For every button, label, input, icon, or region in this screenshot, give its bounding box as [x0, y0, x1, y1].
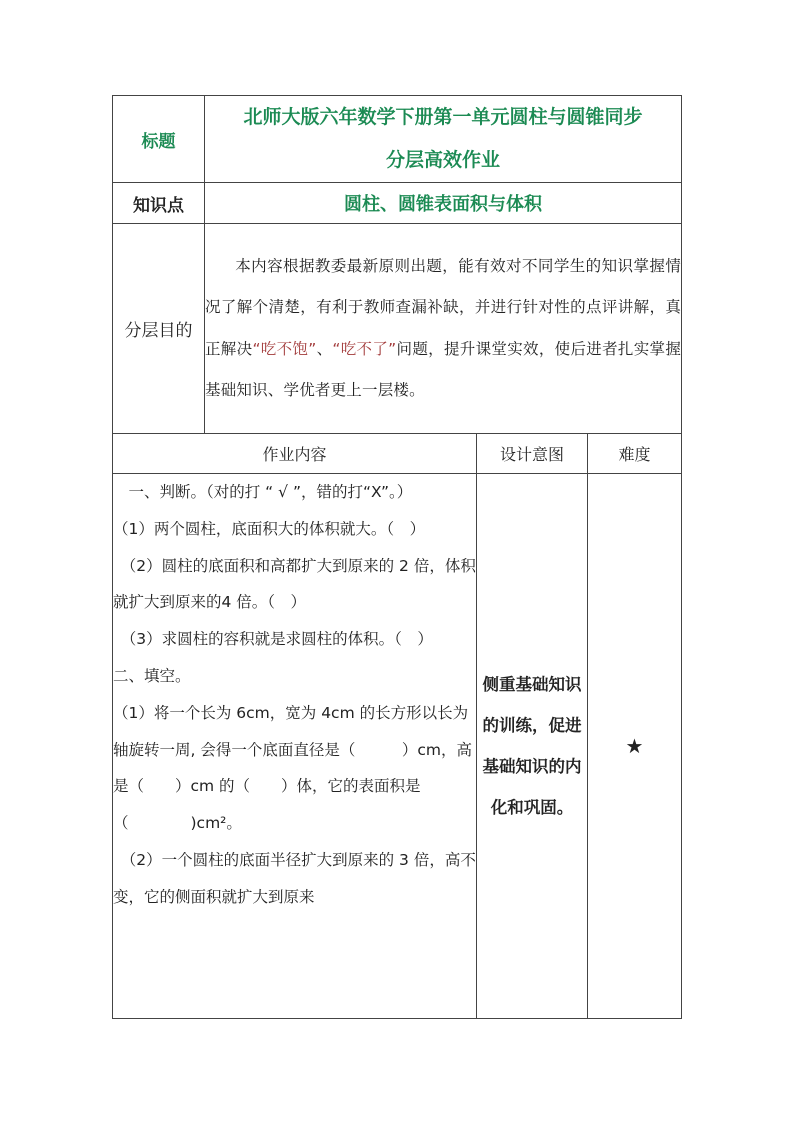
header-row	[113, 434, 682, 474]
header-content: 作业内容	[113, 434, 477, 474]
header-intent: 设计意图	[477, 434, 588, 474]
purpose-text-a: 本内容根据教委最新原则出题，能有效对不同学生的知识掌握情况了解个清楚，有利于教师查漏补缺，并进行针对性的点评讲解，真正解决	[205, 256, 682, 358]
design-intent: 侧重基础知识的训练，促进基础知识的内化和巩固。	[477, 474, 588, 1019]
purpose-quote-2: “吃不了”	[332, 339, 397, 358]
purpose-quote-1: “吃不饱”	[252, 339, 317, 358]
hw-line-7: （2）一个圆柱的底面半径扩大到原来的 3 倍，高不变，它的侧面积就扩大到原来	[113, 850, 476, 906]
hw-line-3: （2）圆柱的底面积和高都扩大到原来的 2 倍，体积就扩大到原来的4 倍。（ ）	[113, 556, 476, 612]
knowledge-label: 知识点	[113, 183, 205, 224]
homework-row	[113, 474, 682, 1019]
hw-line-1: 一、判断。（对的打 “ √ ”，错的打“X”。）	[113, 483, 413, 501]
title-cell	[205, 96, 682, 183]
hw-line-4: （3）求圆柱的容积就是求圆柱的体积。（ ）	[113, 630, 433, 649]
difficulty-star: ★	[588, 474, 682, 1019]
knowledge-value: 圆柱、圆锥表面积与体积	[205, 183, 682, 224]
purpose-text-b: 问题，提升课堂实效，使后进者扎实掌握基础知识、学优者更上一层楼。	[205, 339, 682, 399]
title-row	[113, 96, 682, 183]
purpose-text	[205, 224, 682, 434]
hw-line-2: （1）两个圆柱，底面积大的体积就大。（ ）	[113, 519, 426, 538]
homework-table	[112, 95, 682, 1019]
title-line-1: 北师大版六年数学下册第一单元圆柱与圆锥同步	[243, 106, 643, 128]
purpose-sep: 、	[316, 339, 333, 358]
hw-line-5: 二、填空。	[113, 666, 191, 685]
hw-line-6: （1）将一个长为 6cm，宽为 4cm 的长方形以长为轴旋转一周, 会得一个底面直径是（ ）cm，高是（ ）cm 的（ ）体，它的表面积是（ )cm²。	[113, 703, 472, 833]
homework-content	[113, 474, 477, 1019]
title-line-2: 分层高效作业	[386, 149, 501, 171]
header-difficulty: 难度	[588, 434, 682, 474]
purpose-row	[113, 224, 682, 434]
title-label: 标题	[113, 96, 205, 183]
purpose-label: 分层目的	[113, 224, 205, 434]
knowledge-row	[113, 183, 682, 224]
